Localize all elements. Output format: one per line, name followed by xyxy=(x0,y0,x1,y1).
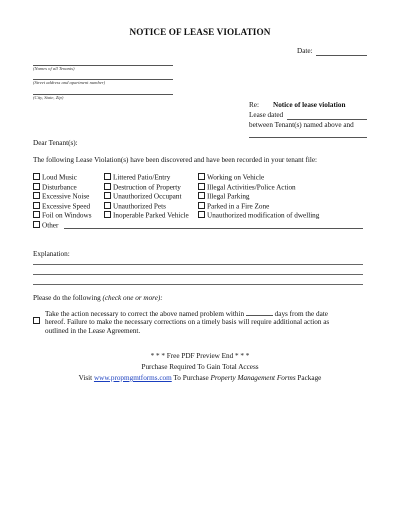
checkbox[interactable] xyxy=(33,202,40,209)
violation-item[interactable]: Working on Vehicle xyxy=(198,173,319,183)
checkbox[interactable] xyxy=(33,211,40,218)
action-checkbox[interactable] xyxy=(33,310,42,328)
checkbox[interactable] xyxy=(198,211,205,218)
explanation-label: Explanation: xyxy=(33,250,70,258)
checkbox[interactable] xyxy=(104,183,111,190)
violation-item[interactable]: Inoperable Parked Vehicle xyxy=(104,211,189,221)
website-link[interactable]: www.propmgmtforms.com xyxy=(93,374,172,382)
violation-item[interactable]: Illegal Activities/Police Action xyxy=(198,183,319,193)
checkbox[interactable] xyxy=(198,183,205,190)
explanation-line[interactable] xyxy=(33,274,363,275)
checkbox[interactable] xyxy=(104,192,111,199)
tenant-names-hint: (Names of all Tenants) xyxy=(33,66,75,71)
landlord-line[interactable] xyxy=(249,137,367,138)
re-label: Re: xyxy=(249,101,259,109)
violation-item[interactable]: Disturbance xyxy=(33,183,92,193)
check-note: (check one or more): xyxy=(102,294,163,302)
intro-text: The following Lease Violation(s) have been discovered and have been recorded in your tenant file: xyxy=(33,156,318,164)
checkbox[interactable] xyxy=(198,202,205,209)
other-line[interactable] xyxy=(64,228,363,229)
action-line-1: Take the action necessary to correct the above named problem within days from the date xyxy=(45,310,328,318)
violation-item[interactable]: Destruction of Property xyxy=(104,183,189,193)
do-following-text: Please do the following (check one or more): xyxy=(33,294,163,302)
violation-item[interactable]: Foil on Windows xyxy=(33,211,92,221)
lease-dated-label: Lease dated xyxy=(249,111,284,119)
days-line[interactable] xyxy=(246,309,273,316)
checkbox[interactable] xyxy=(33,183,40,190)
action-line-3: outlined in the Lease Agreement. xyxy=(45,327,141,335)
street-hint: (Street address and apartment number) xyxy=(33,80,106,85)
checkbox[interactable] xyxy=(33,173,40,180)
violation-item[interactable]: Unauthorized Occupant xyxy=(104,192,189,202)
checkbox[interactable] xyxy=(33,192,40,199)
checkbox[interactable] xyxy=(33,317,40,324)
date-label: Date: xyxy=(297,47,313,55)
explanation-line[interactable] xyxy=(33,284,363,285)
explanation-line[interactable] xyxy=(33,264,363,265)
checkbox[interactable] xyxy=(104,202,111,209)
violation-item[interactable]: Illegal Parking xyxy=(198,192,319,202)
city-hint: (City, State, Zip) xyxy=(33,95,64,100)
violation-item[interactable]: Littered Patio/Entry xyxy=(104,173,189,183)
checkbox[interactable] xyxy=(104,211,111,218)
purchase-required-text: Purchase Required To Gain Total Access xyxy=(141,363,259,371)
re-title: Notice of lease violation xyxy=(273,101,346,109)
violations-column-2 xyxy=(104,173,189,221)
violation-item[interactable]: Unauthorized modification of dwelling xyxy=(198,211,319,221)
preview-end-text: * * * Free PDF Preview End * * * xyxy=(150,352,250,360)
violation-item[interactable]: Excessive Noise xyxy=(33,192,92,202)
checkbox[interactable] xyxy=(33,221,40,228)
checkbox[interactable] xyxy=(198,192,205,199)
violation-item[interactable]: Loud Music xyxy=(33,173,92,183)
checkbox[interactable] xyxy=(198,173,205,180)
between-text: between Tenant(s) named above and xyxy=(249,121,354,129)
visit-line: Visit www.propmgmtforms.com To Purchase Property Management Forms Package xyxy=(78,374,322,382)
checkbox[interactable] xyxy=(104,173,111,180)
violation-item-other[interactable]: Other xyxy=(33,221,92,231)
action-line-2: hereof. Failure to make the necessary corrections on a timely basis will require additional action as xyxy=(45,318,330,326)
violations-column-3 xyxy=(198,173,319,221)
violation-item[interactable]: Excessive Speed xyxy=(33,202,92,212)
greeting: Dear Tenant(s): xyxy=(33,139,78,147)
lease-date-line[interactable] xyxy=(287,119,367,120)
document-title: NOTICE OF LEASE VIOLATION xyxy=(129,27,271,37)
violation-item[interactable]: Unauthorized Pets xyxy=(104,202,189,212)
violation-item[interactable]: Parked in a Fire Zone xyxy=(198,202,319,212)
violations-column-1 xyxy=(33,173,92,230)
date-line[interactable] xyxy=(316,55,367,56)
